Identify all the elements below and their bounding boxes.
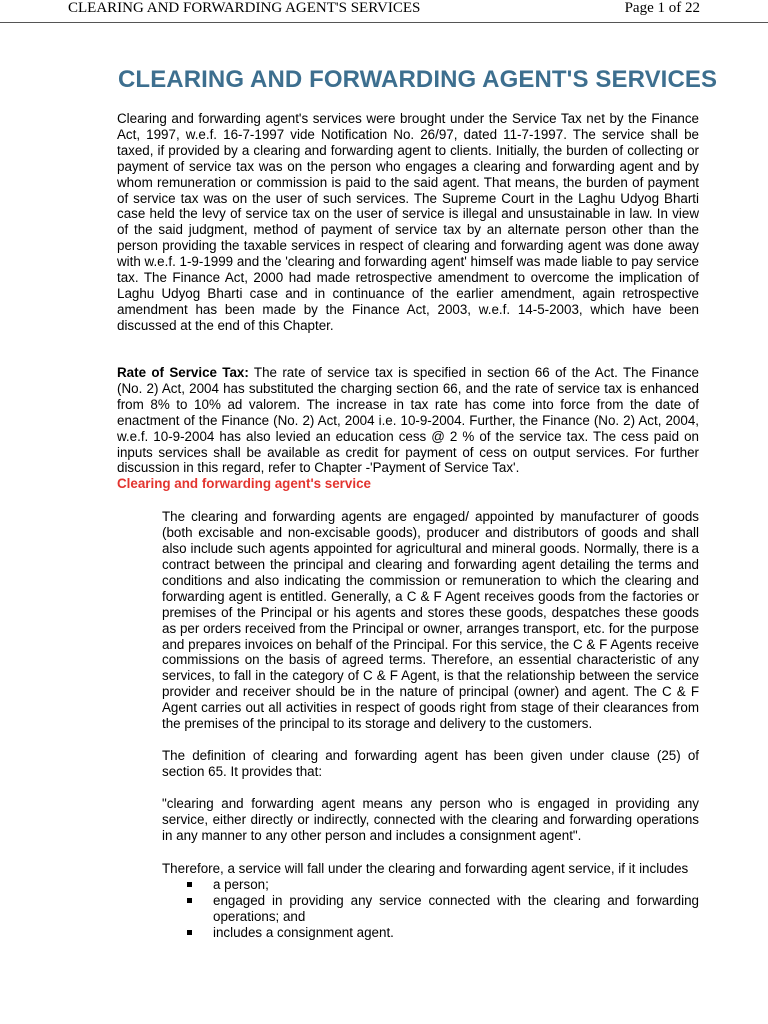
rate-text: The rate of service tax is specified in section 66 of the Act. The Finance (No. 2) Act, 2004 has substituted the charging section 66, and the rate of service tax is enhanced from 8% to 10% ad valorem. The increase in tax rate has come into force from the date of enactment of the Finance (No. 2) Act, 2004 i.e. 10-9-2004. Further, the Finance (No. 2) Act, 2004, w.e.f. 10-9-2004 has also levied an education cess @ 2 % of the service tax. The cess paid on inputs services shall be available as credit for payment of cess on output services. For further discussion in this regard, refer to Chapter -'Payment of Service Tax'. (117, 365, 699, 476)
document-body (117, 111, 699, 941)
engagement-paragraph: The clearing and forwarding agents are engaged/ appointed by manufacturer of goods (both excisable and non-excisable goods), producer and distributors of goods and shall also include such agents appointed for agricultural and mineral goods. Normally, there is a contract between the principal and clearing and forwarding agent detailing the terms and conditions and also indicating the commission or remuneration to which the clearing and forwarding agent is entitled. Generally, a C & F Agent receives goods from the factories or premises of the Principal or his agents and stores these goods, despatches these goods as per orders received from the Principal or owner, arranges transport, etc. for the purpose and prepares invoices on behalf of the Principal. For this service, the C & F Agents receive commissions on the basis of agreed terms. Therefore, an essential characteristic of any services, to fall in the category of C & F Agent, is that the relationship between the service provider and receiver should be in the nature of principal (owner) and agent. The C & F Agent carries out all activities in respect of goods right from stage of their clearances from the premises of the principal to its storage and delivery to the customers. (162, 509, 699, 732)
page-indicator: Page 1 of 22 (624, 0, 700, 16)
header-doc-title: CLEARING AND FORWARDING AGENT'S SERVICES (68, 0, 421, 16)
list-item: engaged in providing any service connected with the clearing and forwarding operations; and (191, 893, 699, 925)
section-heading: Clearing and forwarding agent's service (117, 476, 371, 492)
list-item: a person; (191, 877, 699, 893)
definition-intro-paragraph: The definition of clearing and forwarding agent has been given under clause (25) of section 65. It provides that: (162, 747, 699, 779)
list-item: includes a consignment agent. (191, 925, 699, 941)
rate-paragraph (117, 365, 699, 476)
running-header (0, 0, 768, 23)
page-title: CLEARING AND FORWARDING AGENT'S SERVICES (118, 66, 718, 93)
intro-paragraph: Clearing and forwarding agent's services were brought under the Service Tax net by the Finance Act, 1997, w.e.f. 16-7-1997 vide Notification No. 26/97, dated 11-7-1997. The service shall be taxed, if provided by a clearing and forwarding agent to clients. Initially, the burden of collecting or payment of service tax was on the person who engages a clearing and forwarding agent and by whom remuneration or commission is paid to the said agent. That means, the burden of payment of service tax was on the user of such services. The Supreme Court in the Laghu Udyog Bharti case held the levy of service tax on the user of service is illegal and unsustainable in law. In view of the said judgment, method of payment of service tax by an alternate person other than the person providing the taxable services in respect of clearing and forwarding agent was done away with w.e.f. 1-9-1999 and the 'clearing and forwarding agent' himself was made liable to pay service tax. The Finance Act, 2000 had made retrospective amendment to overcome the implication of Laghu Udyog Bharti case and in continuance of the earlier amendment, again retrospective amendment has been made by the Finance Act, 2003, w.e.f. 14-5-2003, which have been discussed at the end of this Chapter. (117, 111, 699, 333)
criteria-list (117, 877, 699, 941)
conclusion-paragraph: Therefore, a service will fall under the clearing and forwarding agent service, if it includes (162, 861, 689, 877)
definition-quote-paragraph: "clearing and forwarding agent means any person who is engaged in providing any service, either directly or indirectly, connected with the clearing and forwarding operations in any manner to any other person and includes a consignment agent". (162, 795, 699, 843)
rate-label: Rate of Service Tax: (117, 365, 249, 380)
